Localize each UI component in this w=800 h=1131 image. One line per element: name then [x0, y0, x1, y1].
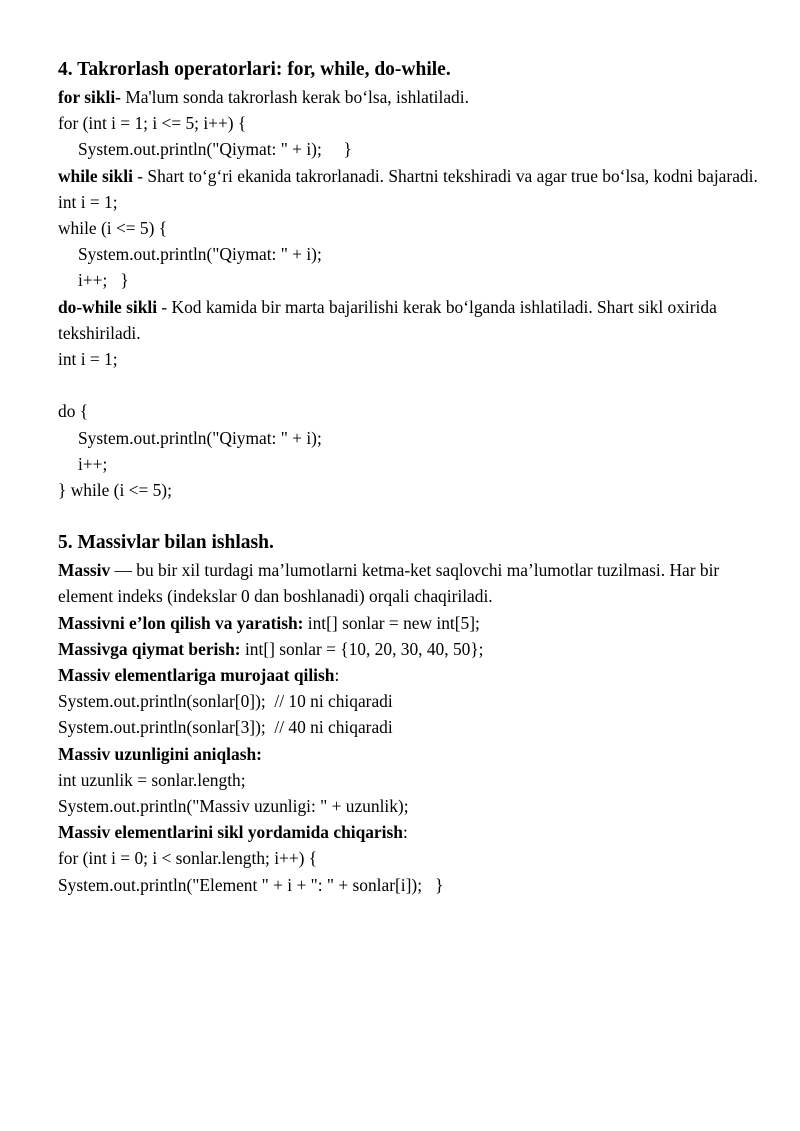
length-heading: Massiv uzunligini aniqlash:: [58, 743, 262, 764]
for-loop-description: [58, 84, 758, 110]
loop-colon: :: [402, 822, 408, 843]
code-line: do {: [58, 401, 89, 422]
section-4-heading: 4. Takrorlash operatorlari: for, while, do-while.: [58, 59, 451, 80]
code-line: System.out.println(sonlar[0]); // 10 ni chiqaradi: [58, 691, 393, 712]
document-page: [58, 56, 758, 898]
section-spacer: [58, 503, 758, 529]
do-while-loop-term: do-while sikli: [58, 296, 158, 317]
access-term: Massiv elementlariga murojaat qilish: [58, 665, 335, 686]
code-line: int i = 1;: [58, 349, 118, 370]
code-line: int uzunlik = sonlar.length;: [58, 769, 246, 790]
code-line: i++; }: [78, 270, 129, 291]
while-loop-description: [58, 163, 758, 189]
code-line: i++;: [78, 453, 108, 474]
declare-code: int[] sonlar = new int[5];: [303, 612, 480, 633]
massiv-term: Massiv: [58, 560, 111, 581]
for-loop-text: Ma'lum sonda takrorlash kerak boʻlsa, ishlatiladi.: [120, 87, 469, 107]
do-while-loop-description: [58, 294, 758, 346]
code-line: System.out.println("Massiv uzunligi: " + uzunlik);: [58, 796, 409, 817]
code-line: } while (i <= 5);: [58, 480, 172, 501]
for-loop-term: for sikli-: [58, 87, 121, 107]
access-colon: :: [334, 665, 340, 686]
while-loop-text: - Shart toʻgʻri ekanida takrorlanadi. Shartni tekshiradi va agar true boʻlsa, kodni bajaradi.: [132, 165, 758, 186]
access-heading: [58, 662, 758, 688]
loop-term: Massiv elementlarini sikl yordamida chiqarish: [58, 822, 403, 843]
while-loop-term: while sikli: [58, 165, 133, 186]
code-line: System.out.println("Qiymat: " + i); }: [78, 139, 352, 160]
code-line: System.out.println("Qiymat: " + i);: [78, 427, 322, 448]
assign-term: Massivga qiymat berish:: [58, 638, 241, 659]
declare-line: [58, 610, 758, 636]
code-line: int i = 1;: [58, 191, 118, 212]
assign-line: [58, 636, 758, 662]
code-line: System.out.println(sonlar[3]); // 40 ni chiqaradi: [58, 717, 393, 738]
code-line: while (i <= 5) {: [58, 218, 168, 239]
declare-term: Massivni e’lon qilish va yaratish:: [58, 612, 304, 633]
do-while-loop-text: - Kod kamida bir marta bajarilishi kerak boʻlganda ishlatiladi. Shart sikl oxirida tekshiriladi.: [58, 296, 717, 343]
code-line: System.out.println("Qiymat: " + i);: [78, 244, 322, 265]
massiv-definition: [58, 557, 758, 609]
code-line: System.out.println("Element " + i + ": " + sonlar[i]); }: [58, 874, 444, 895]
blank-line: [58, 372, 758, 398]
massiv-text: — bu bir xil turdagi ma’lumotlarni ketma-ket saqlovchi ma’lumotlar tuzilmasi. Har bir element indeks (indekslar 0 dan boshlanadi) orqali chaqiriladi.: [58, 560, 720, 607]
assign-code: int[] sonlar = {10, 20, 30, 40, 50};: [240, 638, 484, 659]
code-line: for (int i = 1; i <= 5; i++) {: [58, 113, 247, 134]
loop-heading: [58, 819, 758, 845]
code-line: for (int i = 0; i < sonlar.length; i++) {: [58, 848, 318, 869]
section-5-heading: 5. Massivlar bilan ishlash.: [58, 532, 274, 554]
